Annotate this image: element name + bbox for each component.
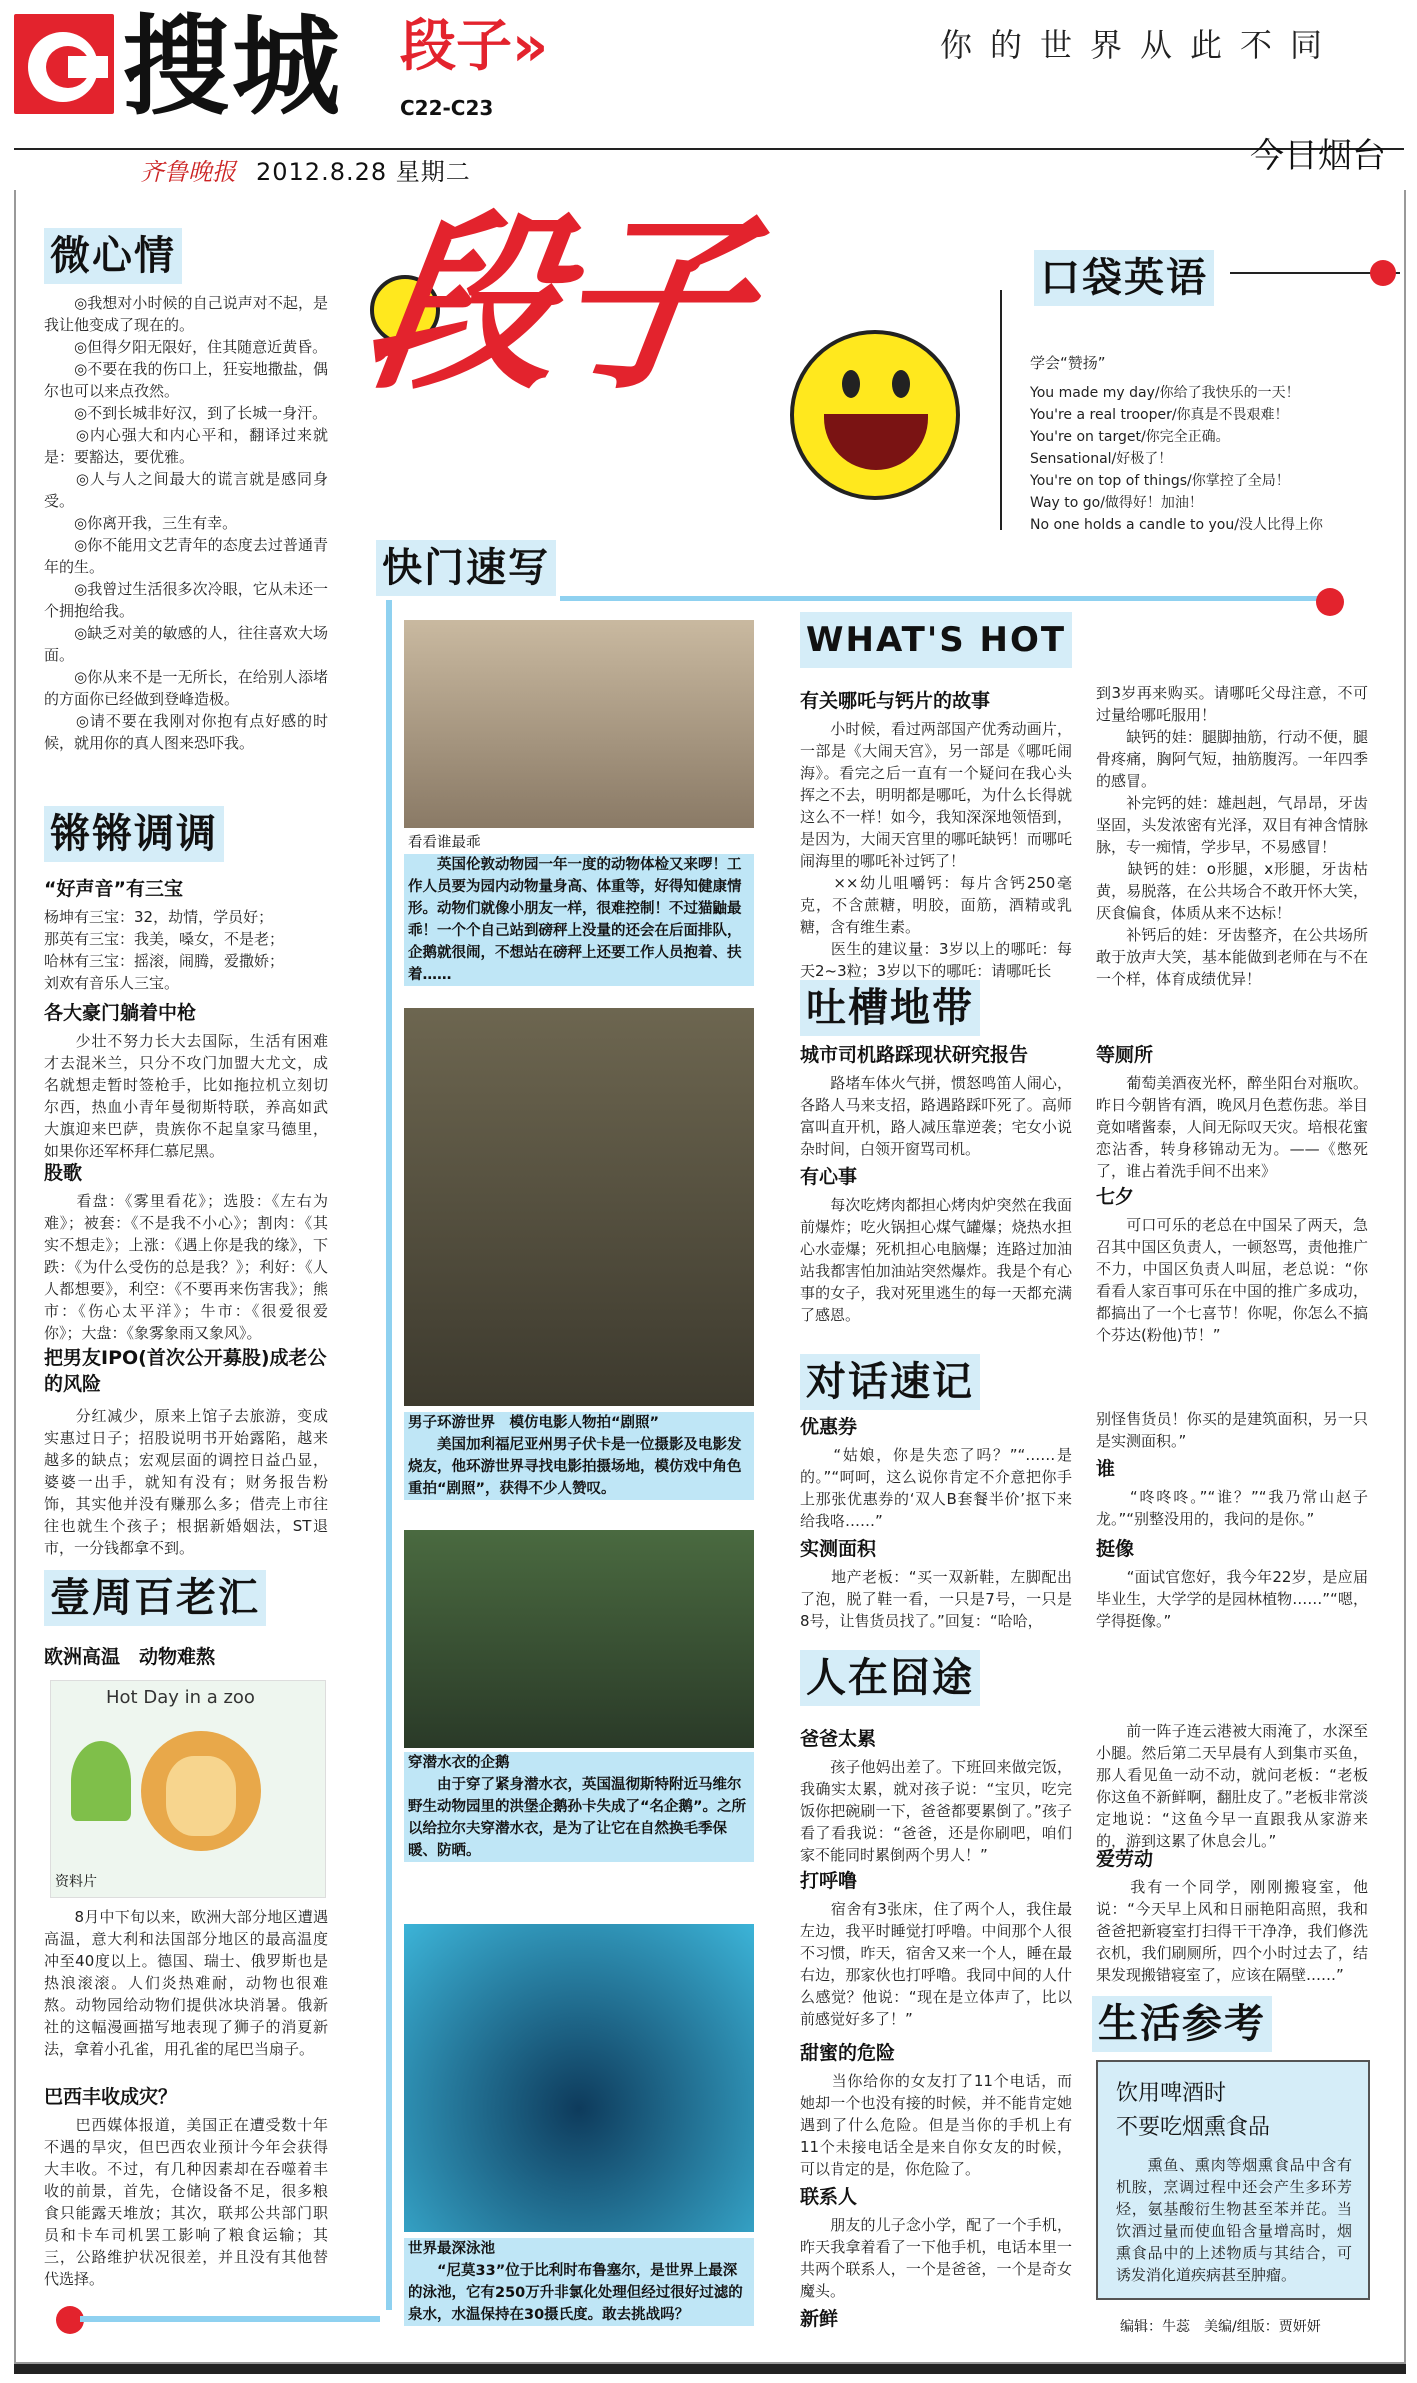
section-kuaimen-title: 快门速写	[376, 540, 556, 596]
section-title: 段子»	[400, 14, 549, 79]
shenghuo-box	[1096, 2060, 1370, 2300]
kuaimen-p2-text: 美国加利福尼亚州男子伏卡是一位摄影及电影发烧友，他环游世界寻找电影拍摄场地，模仿戏中角色重拍“剧照”，获得不少人赞叹。	[404, 1434, 754, 1500]
renzai-h6: 爱劳动	[1096, 1848, 1154, 1870]
duihua-h4: 挺像	[1096, 1538, 1135, 1560]
tucao-h3: 等厕所	[1096, 1044, 1154, 1066]
kouda-line: You're on top of things/你掌控了全局！	[1030, 473, 1290, 489]
logo-c-icon	[14, 14, 114, 114]
section-duihua-title: 对话速记	[800, 1354, 980, 1410]
kuaimen-p1-head: 看看谁最乖	[408, 835, 481, 851]
duihua-h1: 优惠券	[800, 1416, 858, 1438]
kuaimen-p2-head: 男子环游世界 模仿电影人物拍“剧照”	[404, 1412, 754, 1434]
shenghuo-h1: 饮用啤酒时	[1116, 2081, 1227, 2106]
paper-name: 齐鲁晚报	[140, 158, 236, 186]
yizhou-h1: 欧洲高温 动物难熬	[44, 1646, 216, 1668]
renzai-h4: 联系人	[800, 2186, 858, 2208]
kuaimen-p4-head: 世界最深泳池	[404, 2238, 754, 2260]
city-label: 今日烟台	[1250, 136, 1386, 176]
renzai-h3: 甜蜜的危险	[800, 2042, 896, 2064]
kuaimen-p3-head: 穿潜水衣的企鹅	[404, 1752, 754, 1774]
red-dot-decoration	[1316, 588, 1344, 616]
qiangqiang-h4: 把男友IPO(首次公开募股)成老公的风险	[44, 1347, 327, 1395]
qiangqiang-t3: 看盘：《雾里看花》；选股：《左右为难》；被套：《不是我不小心》；割肉：《其实不想走》；上涨：《遇上你是我的缘》，下跌：《为什么受伤的总是我？》；利好：《人人都想要》，利空：《不要再来伤害我》；熊市：《伤心太平洋》；牛市：《很爱很爱你》；大盘：《象雾象雨又象风》。	[44, 1192, 328, 1342]
duihua-t1: “姑娘，你是失恋了吗？”“……是的。”“呵呵，这么说你肯定不介意把你手上那张优惠券的‘双人B套餐半价’抠下来给我咯……”	[800, 1446, 1072, 1530]
section-tucao-title: 吐槽地带	[800, 980, 980, 1036]
renzai-t3: 当你给你的女友打了11个电话，而她却一个也没有接的时候，并不能肯定她遇到了什么危险。但是当你的手机上有11个未接电话全是来自你女友的时候，可以肯定的是，你危险了。	[800, 2072, 1072, 2178]
blue-rule	[80, 2316, 380, 2322]
qiangqiang-h3: 股歌	[44, 1162, 83, 1184]
red-dot-decoration	[1370, 260, 1396, 286]
issue-date: 2012.8.28 星期二	[256, 158, 471, 186]
qiangqiang-t4: 分红减少，原来上馆子去旅游，变成实惠过日子；招股说明书开始露陷，越来越多的缺点；宏观层面的调控日益凸显，婆婆一出手，就知有没有；财务报告粉饰，其实他并没有赚那么多；借壳上市往往也就生个孩子；根据新婚姻法，ST退市，一分钱都拿不到。	[44, 1407, 328, 1557]
renzai-t2: 宿舍有3张床，住了两个人，我住最左边，我平时睡觉打呼噜。中间那个人很不习惯，昨天，宿舍又来一个人，睡在最右边，那家伙也打呼噜。我同中间的人什么感觉？他说：“现在是立体声了，比以前感觉好多了！”	[800, 1900, 1072, 2028]
renzai-h2: 打呼噜	[800, 1870, 858, 1892]
cartoon-caption: 资料片	[55, 1874, 97, 1890]
section-yizhou-title: 壹周百老汇	[44, 1570, 266, 1626]
duihua-t2: 地产老板：“买一双新鞋，左脚配出了泡，脱了鞋一看，一只是7号，一只是8号，让售货员找了。”回复：“哈哈，	[800, 1568, 1072, 1630]
photo-deep-pool	[404, 1924, 754, 2232]
kouda-line: You made my day/你给了我快乐的一天！	[1030, 385, 1300, 401]
kouda-line: You're a real trooper/你真是不畏艰难！	[1030, 407, 1289, 423]
section-weixinqing-title: 微心情	[44, 228, 182, 284]
photo-meerkats	[404, 620, 754, 828]
credits: 编辑：牛蕊 美编/组版：贾妍妍	[1120, 2319, 1321, 2335]
section-kouda-title: 口袋英语	[1034, 250, 1214, 306]
qiangqiang-t2: 少壮不努力长大去国际，生活有困难才去混米兰，只分不攻门加盟大尤文，成名就想走暂时签枪手，比如拖拉机立刻切尔西，热血小青年曼彻斯特联，养高如武大旗迎来巴萨，贵族你不起皇家马德里，如果你还军杯拜仁慕尼黑。	[44, 1032, 328, 1160]
photo-movie-scenes	[404, 1008, 754, 1406]
cartoon-title: Hot Day in a zoo	[106, 1687, 255, 1708]
yizhou-t2: 巴西媒体报道，美国正在遭受数十年不遇的旱灾，但巴西农业预计今年会获得大丰收。不过，有几种因素却在吞噬着丰收的前景，首先，仓储设备不足，很多粮食只能露天堆放；其次，联邦公共部门职员和卡车司机罢工影响了粮食运输；其三，公路维护状况很差，并且没有其他替代选择。	[44, 2116, 328, 2288]
duihua-h2: 实测面积	[800, 1538, 877, 1560]
tucao-t1: 路堵车体火气拼，惯怒鸣笛人闹心，各路人马来支招，路遇路踩吓死了。高师富叫直开机，路人减压靠逆袭；宅女小说杂时间，白领开窗骂司机。	[800, 1074, 1072, 1158]
slogan: 你的世界从此不同	[940, 26, 1341, 64]
renzai-t1: 孩子他妈出差了。下班回来做完饭，我确实太累，就对孩子说：“宝贝，吃完饭你把碗刷一下，爸爸都要累倒了。”孩子看了看我说：“爸爸，还是你刷吧，咱们家不能同时累倒两个男人！”	[800, 1758, 1072, 1864]
page-numbers: C22-C23	[400, 96, 494, 120]
section-renzai-title: 人在囧途	[800, 1650, 980, 1706]
whatshot-t1: 小时候，看过两部国产优秀动画片，一部是《大闹天宫》，另一部是《哪吒闹海》。看完之后一直有一个疑问在我心头挥之不去，明明都是哪吒，为什么长得就这么不一样！如今，我知深深地领悟到，是因为，大闹天宫里的哪吒缺钙！而哪吒闹海里的哪吒补过钙了！ ××幼儿咀嚼钙：每片含钙250毫克，不含蔗糖，明胶，面筋，酒精或乳糖，含有维生素。 医生的建议量：3岁以上的哪吒：每天2~3粒；3岁以下的哪吒：请哪吒长	[800, 720, 1072, 980]
tucao-h4: 七夕	[1096, 1186, 1135, 1208]
tucao-t4: 可口可乐的老总在中国呆了两天，急召其中国区负责人，一顿怒骂，责他推广不力，中国区负责人叫屈，老总说：“你看看人家百事可乐在中国的推广多成功，都搞出了一个七喜节！你呢，你怎么不搞个芬达(粉他)节！”	[1096, 1216, 1368, 1344]
kouda-line: You're on target/你完全正确。	[1030, 429, 1230, 445]
hero-title: 段子	[354, 194, 758, 415]
shenghuo-text: 熏鱼、熏肉等烟熏食品中含有机胺，烹调过程中还会产生多环芳烃，氨基酸衍生物甚至苯并芘。当饮酒过量而使血铅含量增高时，烟熏食品中的上述物质与其结合，可诱发消化道疾病甚至肿瘤。	[1116, 2156, 1352, 2284]
kouda-intro: 学会“赞扬”	[1030, 354, 1106, 372]
peacock-icon	[71, 1741, 131, 1821]
footer-bar	[14, 2364, 1406, 2374]
whatshot-t2: 到3岁再来购买。请哪吒父母注意，不可过量给哪吒服用！ 缺钙的娃：腿脚抽筋，行动不便，腿骨疼痛，胸阿气短，抽筋腹泻。一年四季的感冒。 补完钙的娃：雄赳赳，气昂昂，牙齿坚固，头发浓密有光泽，双目有神含情脉脉，专一痴情，学步早，不易感冒！ 缺钙的娃：o形腿，x形腿，牙齿枯黄，易脱落，在公共场合不敢开怀大笑，厌食偏食，体质从来不达标！ 补钙后的娃：牙齿整齐，在公共场所敢于放声大笑，基本能做到老师在与不在一个样，体育成绩优异！	[1096, 684, 1368, 988]
whatshot-h1: 有关哪吒与钙片的故事	[800, 690, 991, 712]
masthead-title: 搜城	[122, 5, 343, 130]
renzai-t5: 前一阵子连云港被大雨淹了，水深至小腿。然后第二天早晨有人到集市买鱼，那人看见鱼一动不动，就问老板：“老板你这鱼不新鲜啊，翻肚皮了。”老板非常淡定地说：“这鱼今早一直跟我从家游来的，游到这累了休息会儿。”	[1096, 1722, 1368, 1850]
weixinqing-text: ◎我想对小时候的自己说声对不起，是我让他变成了现在的。 ◎但得夕阳无限好，住其随意近黄昏。 ◎不要在我的伤口上，狂妄地撒盐，偶尔也可以来点孜然。 ◎不到长城非好汉，到了长城一身汗。 ◎内心强大和内心平和，翻译过来就是：要豁达，要优雅。 ◎人与人之间最大的谎言就是感同身受。 ◎你离开我，三生有幸。 ◎你不能用文艺青年的态度去过普通青年的生。 ◎我曾过生活很多次冷眼，它从未还一个拥抱给我。 ◎缺乏对美的敏感的人，往往喜欢大场面。 ◎你从来不是一无所长，在给别人添堵的方面你已经做到登峰造极。 ◎请不要在我刚对你抱有点好感的时候，就用你的真人图来恐吓我。	[44, 294, 328, 752]
kouda-rule	[1000, 290, 1002, 530]
duihua-t5: “面试官您好，我今年22岁，是应届毕业生，大学学的是园林植物……”“嗯，学得挺像。”	[1096, 1568, 1368, 1630]
blue-rule	[560, 596, 1330, 601]
qiangqiang-h2: 各大豪门躺着中枪	[44, 1002, 197, 1024]
blue-rule	[386, 600, 392, 2310]
shenghuo-h2: 不要吃烟熏食品	[1116, 2115, 1271, 2140]
header-divider	[14, 148, 1404, 150]
renzai-t6: 我有一个同学，刚刚搬寝室，他说：“今天早上风和日丽艳阳高照，我和爸爸把新寝室打扫得干干净净，我们修洗衣机，我们刷厕所，四个小时过去了，结果发现搬错寝室了，应该在隔壁……”	[1096, 1878, 1368, 1984]
photo-penguin	[404, 1530, 754, 1748]
tucao-h2: 有心事	[800, 1166, 858, 1188]
tucao-h1: 城市司机路踩现状研究报告	[800, 1044, 1029, 1066]
kouda-list	[1030, 382, 1400, 536]
kuaimen-p3-text: 由于穿了紧身潜水衣，英国温彻斯特附近马维尔野生动物园里的洪堡企鹅孙卡失成了“名企鹅”。之所以给拉尔夫穿潜水衣，是为了让它在自然换毛季保暖、防晒。	[404, 1774, 754, 1862]
section-shenghuo-title: 生活参考	[1092, 1996, 1272, 2052]
section-whatshot-title: WHAT'S HOT	[800, 612, 1072, 668]
yizhou-h2: 巴西丰收成灾？	[44, 2086, 178, 2108]
big-smiley-icon	[790, 330, 960, 500]
kouda-line: No one holds a candle to you/没人比得上你	[1030, 517, 1323, 533]
tucao-t2: 每次吃烤肉都担心烤肉炉突然在我面前爆炸；吃火锅担心煤气罐爆；烧热水担心水壶爆；死机担心电脑爆；连路过加油站我都害怕加油站突然爆炸。我是个有心事的女子，我对死里逃生的每一天都充满了感恩。	[800, 1196, 1072, 1324]
tucao-t3: 葡萄美酒夜光杯，醉坐阳台对瓶吹。昨日今朝皆有酒，晚风月色惹伤悲。举目竟如嗜酱泰，人间无际叹天灾。培根花蜜恋沾香，转身移锦动无为。——《憋死了，谁占着洗手间不出来》	[1096, 1074, 1368, 1180]
kuaimen-p4-text: “尼莫33”位于比利时布鲁塞尔，是世界上最深的泳池，它有250万升非氯化处理但经过很好过滤的泉水，水温保持在30摄氏度。敢去挑战吗？	[404, 2260, 754, 2326]
renzai-h5: 新鲜	[800, 2308, 839, 2330]
kouda-line: Sensational/好极了！	[1030, 451, 1173, 467]
yizhou-t1: 8月中下旬以来，欧洲大部分地区遭遇高温，意大利和法国部分地区的最高温度冲至40度以上。德国、瑞士、俄罗斯也是热浪滚滚。人们炎热难耐，动物也很难熬。动物园给动物们提供冰块消暑。俄新社的这幅漫画描写地表现了狮子的消夏新法，拿着小孔雀，用孔雀的尾巴当扇子。	[44, 1908, 328, 2058]
duihua-t4: “咚咚咚。”“谁？”“我乃常山赵子龙。”“别整没用的，我问的是你。”	[1096, 1488, 1368, 1528]
kuaimen-p1-text: 英国伦敦动物园一年一度的动物体检又来啰！工作人员要为园内动物量身高、体重等，好得知健康情形。动物们就像小朋友一样，很难控制！不过猫鼬最乖！一个个自己站到磅秤上没量的还会在后面排队，企鹅就很闹，不想站在磅秤上还要工作人员抱着、扶着……	[404, 854, 754, 986]
section-qiangqiang-title: 锵锵调调	[44, 806, 224, 862]
duihua-t3: 别怪售货员！你买的是建筑面积，另一只是实测面积。”	[1096, 1410, 1368, 1450]
qiangqiang-t1: 杨坤有三宝：32，劫情，学员好； 那英有三宝：我美，嗓女，不是老； 哈林有三宝：摇滚，闹腾，爱撒娇； 刘欢有音乐人三宝。	[44, 908, 285, 992]
duihua-h3: 谁	[1096, 1458, 1116, 1480]
qiangqiang-h1: “好声音”有三宝	[44, 878, 183, 900]
renzai-h1: 爸爸太累	[800, 1728, 877, 1750]
renzai-t4: 朋友的儿子念小学，配了一个手机，昨天我拿着看了一下他手机，电话本里一共两个联系人，一个是爸爸，一个是奇女魔头。	[800, 2216, 1072, 2300]
kouda-line: Way to go/做得好！加油！	[1030, 495, 1203, 511]
lion-cartoon	[50, 1680, 326, 1898]
